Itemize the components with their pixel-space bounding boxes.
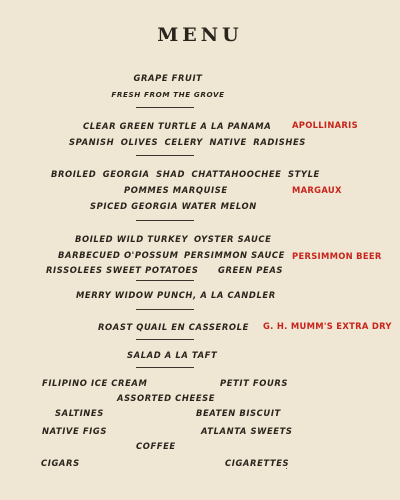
menu-item-sauce: OYSTER SAUCE bbox=[194, 234, 272, 244]
divider bbox=[136, 280, 194, 281]
wine-pairing: MARGAUX bbox=[292, 185, 342, 195]
menu-item: NATIVE FIGS bbox=[42, 426, 107, 436]
menu-item: ROAST QUAIL EN CASSEROLE bbox=[98, 322, 249, 332]
menu-item: PETIT FOURS bbox=[220, 378, 289, 388]
menu-item: ATLANTA SWEETS bbox=[201, 426, 293, 436]
divider bbox=[136, 107, 194, 108]
divider bbox=[136, 339, 194, 340]
menu-item: GREEN PEAS bbox=[218, 265, 284, 275]
menu-item: BOILED WILD TURKEY bbox=[75, 234, 189, 244]
menu-item: SALTINES bbox=[55, 408, 104, 418]
menu-item: SALAD A LA TAFT bbox=[127, 350, 218, 360]
menu-item: BEATEN BISCUIT bbox=[196, 408, 281, 418]
menu-item: GRAPE FRUIT bbox=[133, 73, 203, 83]
menu-item: CIGARS bbox=[41, 458, 80, 468]
divider bbox=[136, 367, 194, 368]
paper-speck bbox=[286, 468, 287, 469]
menu-item-sauce: PERSIMMON SAUCE bbox=[184, 250, 285, 260]
menu-item: CIGARETTES bbox=[225, 458, 290, 468]
menu-item: FILIPINO ICE CREAM bbox=[42, 378, 148, 388]
menu-item: BARBECUED O'POSSUM bbox=[58, 250, 179, 260]
menu-item-note: FRESH FROM THE GROVE bbox=[111, 90, 225, 99]
menu-title: MENU bbox=[157, 24, 243, 46]
menu-item: COFFEE bbox=[136, 441, 176, 451]
divider bbox=[136, 309, 194, 310]
menu-item: ASSORTED CHEESE bbox=[117, 393, 216, 403]
menu-item: RISSOLEES SWEET POTATOES bbox=[46, 265, 199, 275]
menu-item: SPANISH OLIVES CELERY NATIVE RADISHES bbox=[69, 137, 306, 147]
wine-pairing: APOLLINARIS bbox=[292, 120, 358, 130]
menu-item: POMMES MARQUISE bbox=[124, 185, 228, 195]
wine-pairing: G. H. MUMM'S EXTRA DRY bbox=[263, 321, 392, 331]
divider bbox=[136, 220, 194, 221]
wine-pairing: PERSIMMON BEER bbox=[292, 251, 382, 261]
menu-item: MERRY WIDOW PUNCH, A LA CANDLER bbox=[76, 290, 276, 300]
divider bbox=[136, 155, 194, 156]
menu-item: BROILED GEORGIA SHAD CHATTAHOOCHEE STYLE bbox=[51, 169, 320, 179]
menu-item: SPICED GEORGIA WATER MELON bbox=[90, 201, 257, 211]
menu-item: CLEAR GREEN TURTLE A LA PANAMA bbox=[83, 121, 272, 131]
